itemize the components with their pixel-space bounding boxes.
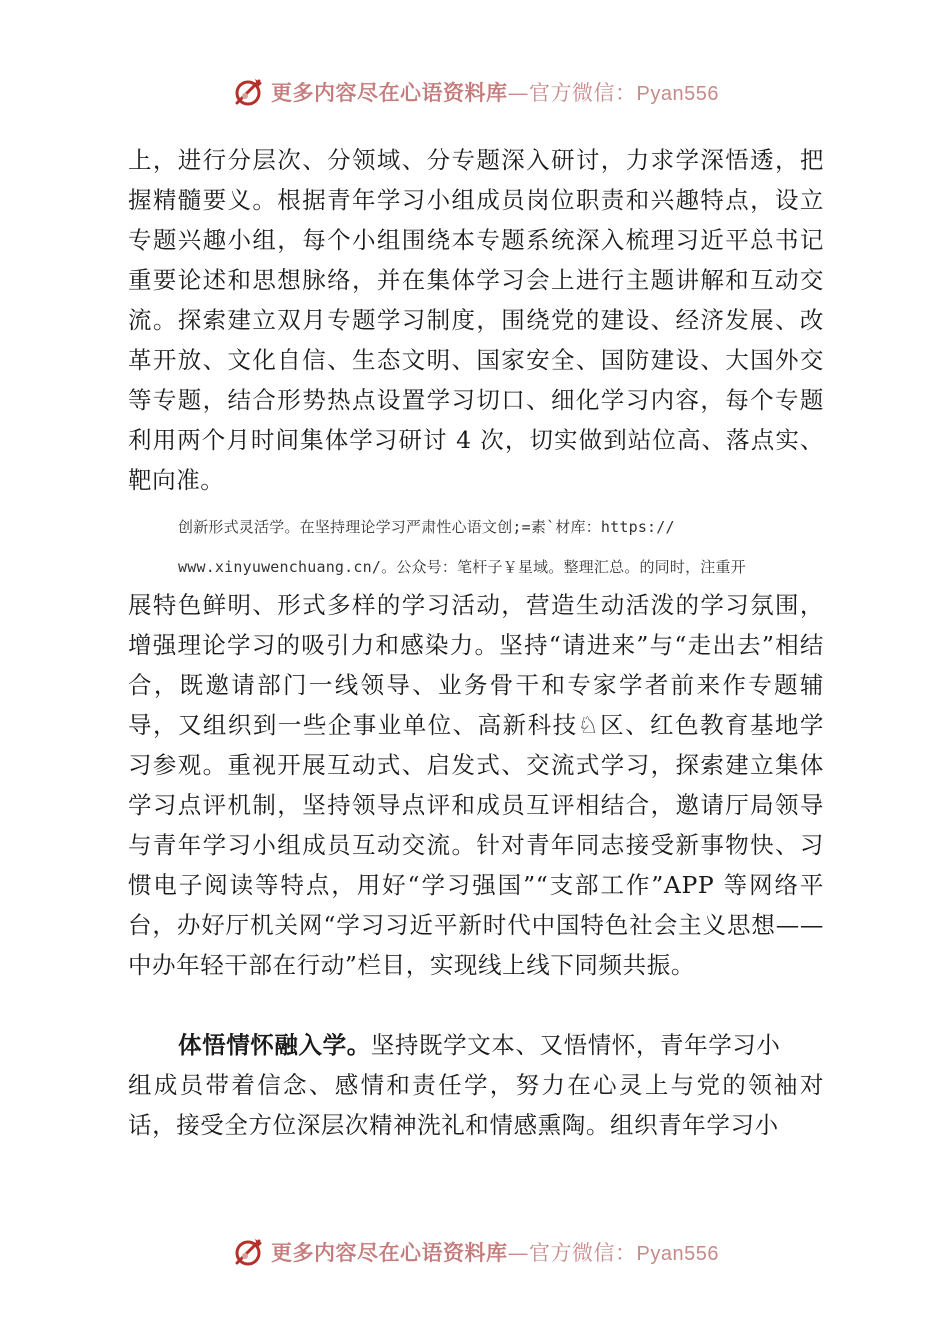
header-banner-text: [271, 77, 719, 107]
footer-brand: 更多内容尽在心语资料库: [271, 1240, 508, 1265]
header-banner: [0, 72, 950, 112]
pen-logo-icon: [231, 1235, 265, 1269]
header-dash: —: [507, 81, 530, 105]
small-line-1: 创新形式灵活学。在坚持理论学习严肃性心语文创;=素`材库：https://: [178, 518, 675, 536]
header-wechat-label: 官方微信：: [529, 81, 637, 105]
pen-logo-icon: [231, 75, 265, 109]
footer-banner-text: [271, 1237, 719, 1267]
footer-wechat-label: 官方微信：: [529, 1241, 637, 1265]
header-brand: 更多内容尽在心语资料库: [271, 80, 508, 105]
footer-dash: —: [507, 1241, 530, 1265]
paragraph-4-line-1: 坚持既学文本、又悟情怀，青年学习小: [370, 1031, 781, 1059]
paragraph-1: 上，进行分层次、分领域、分专题深入研讨，力求学深悟透，把握精髓要义。根据青年学习小组成员岗位职责和兴趣特点，设立专题兴趣小组，每个小组围绕本专题系统深入梳理习近平总书记重要论述和思想脉络，并在集体学习会上进行主题讲解和互动交流。探索建立双月专题学习制度，围绕党的建设、经济发展、改革开放、文化自信、生态文明、国家安全、国防建设、大国外交等专题，结合形势热点设置学习切口、细化学习内容，每个专题利用两个月时间集体学习研讨 4 次，切实做到站位高、落点实、靶向准。: [128, 146, 824, 494]
small-line-2: www.xinyuwenchuang.cn/。公众号：笔杆子￥星域。整理汇总。的同时，注重开: [178, 558, 746, 576]
paragraph-4: [128, 1025, 824, 1145]
paragraph-4-lead: 体悟情怀融入学。: [178, 1031, 371, 1059]
paragraph-3: 展特色鲜明、形式多样的学习活动，营造生动活泼的学习氛围，增强理论学习的吸引力和感染力。坚持“请进来”与“走出去”相结合，既邀请部门一线领导、业务骨干和专家学者前来作专题辅导，又组织到一些企事业单位、高新科技♘区、红色教育基地学习参观。重视开展互动式、启发式、交流式学习，探索建立集体学习点评机制，坚持领导点评和成员互评相结合，邀请厅局领导与青年学习小组成员互动交流。针对青年同志接受新事物快、习惯电子阅读等特点，用好“学习强国”“支部工作”APP 等网络平台，办好厅机关网“学习习近平新时代中国特色社会主义思想——中办年轻干部在行动”栏目，实现线上线下同频共振。: [128, 591, 824, 979]
header-account: Pyan556: [636, 83, 719, 105]
footer-banner: [0, 1232, 950, 1272]
paragraph-4-rest: 组成员带着信念、感情和责任学，努力在心灵上与党的领袖对 话，接受全方位深层次精神洗礼和情感熏陶。组织青年学习小: [128, 1071, 824, 1139]
footer-account: Pyan556: [636, 1243, 719, 1265]
